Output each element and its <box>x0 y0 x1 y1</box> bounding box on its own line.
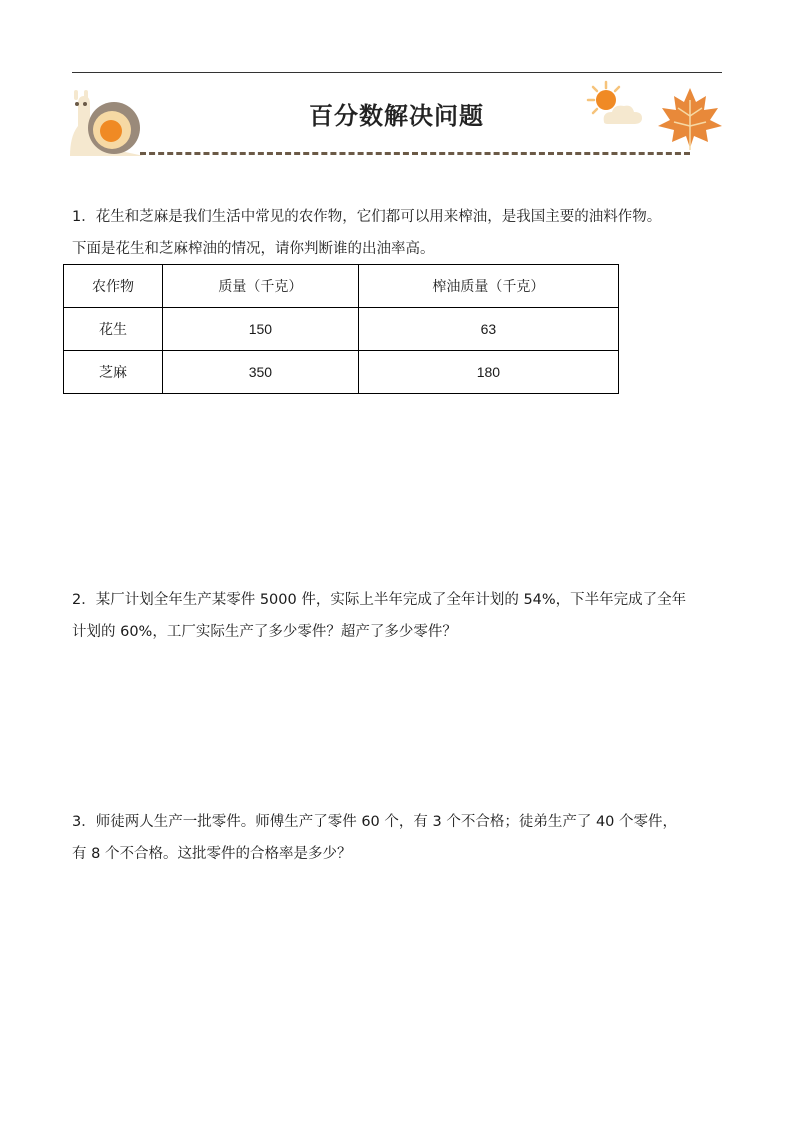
table-cell: 150 <box>163 308 359 351</box>
table-header-row <box>64 265 619 308</box>
question-2-line-1: 2．某厂计划全年生产某零件 5000 件，实际上半年完成了全年计划的 54%，下半年完成了全年 <box>72 592 687 608</box>
question-3 <box>72 806 724 870</box>
table-cell: 花生 <box>64 308 163 351</box>
maple-leaf-icon <box>656 86 724 152</box>
question-1-line-1: 1．花生和芝麻是我们生活中常见的农作物，它们都可以用来榨油，是我国主要的油料作物。 <box>72 209 662 225</box>
question-1 <box>72 201 724 265</box>
question-3-line-2: 有 8 个不合格。这批零件的合格率是多少？ <box>72 846 352 862</box>
table-header-cell: 质量（千克） <box>163 265 359 308</box>
table-cell: 芝麻 <box>64 351 163 394</box>
oil-yield-table <box>63 264 619 394</box>
page-title: 百分数解决问题 <box>309 101 484 130</box>
table-cell: 180 <box>358 351 618 394</box>
table-cell: 63 <box>358 308 618 351</box>
top-rule <box>72 72 722 73</box>
table-cell: 350 <box>163 351 359 394</box>
question-2-line-2: 计划的 60%，工厂实际生产了多少零件？超产了多少零件？ <box>72 624 457 640</box>
table-row <box>64 308 619 351</box>
question-3-line-1: 3．师徒两人生产一批零件。师傅生产了零件 60 个，有 3 个不合格；徒弟生产了 40 个零件， <box>72 814 678 830</box>
table-row <box>64 351 619 394</box>
question-1-line-2: 下面是花生和芝麻榨油的情况，请你判断谁的出油率高。 <box>72 241 435 257</box>
dashed-divider <box>140 152 690 155</box>
table-header-cell: 农作物 <box>64 265 163 308</box>
question-2 <box>72 584 724 648</box>
table-header-cell: 榨油质量（千克） <box>358 265 618 308</box>
sun-cloud-icon <box>580 80 646 130</box>
